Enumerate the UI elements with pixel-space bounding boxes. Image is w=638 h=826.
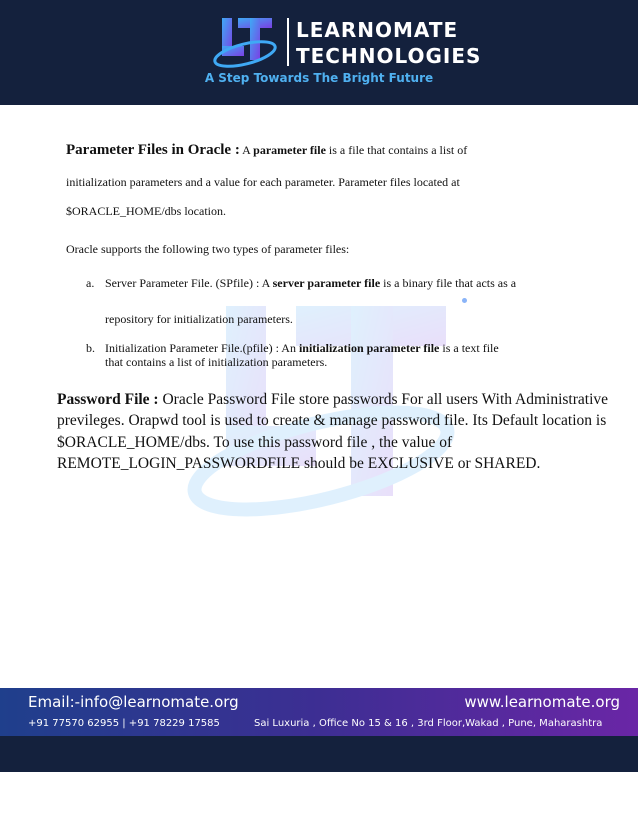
footer-email[interactable]: Email:-info@learnomate.org: [28, 693, 239, 711]
brand-name-line1: LEARNOMATE: [296, 18, 459, 42]
parameter-files-line3: $ORACLE_HOME/dbs location.: [66, 204, 226, 218]
text-span: is a file that contains a list of: [325, 143, 468, 157]
list-item-a: [105, 276, 516, 291]
bold-term: server parameter file: [272, 276, 381, 290]
bold-term: initialization parameter file: [298, 341, 440, 355]
text-span: Initialization Parameter File.(pfile) : An: [105, 341, 299, 355]
logo-divider: [287, 18, 289, 66]
tagline: A Step Towards The Bright Future: [204, 71, 434, 85]
brand-name-line2: TECHNOLOGIES: [296, 44, 482, 68]
decorative-dot: [462, 298, 467, 303]
password-file-text: Oracle Password File store passwords For all users With Administrative previleges. Orapwd tool is used to create & manage password file. Its Default location is $ORACLE_HOME/dbs. To use this password file , the value of REMOTE_LOGIN_PASSWORDFILE should be EXCLUSIVE or SHARED.: [57, 391, 609, 472]
list-item-b-marker: b.: [86, 341, 95, 355]
learnomate-logo-icon: [212, 14, 278, 72]
footer-address: Sai Luxuria , Office No 15 & 16 , 3rd Floor,Wakad , Pune, Maharashtra: [254, 718, 603, 729]
password-file-paragraph: [57, 389, 617, 474]
list-item-b-line2: that contains a list of initialization parameters.: [105, 355, 328, 369]
text-span: is a text file: [439, 341, 499, 355]
parameter-types-intro: Oracle supports the following two types of parameter files:: [66, 242, 350, 256]
list-item-b: [105, 341, 499, 356]
page-footer: [0, 688, 638, 736]
footer-band: [0, 736, 638, 772]
text-span: Server Parameter File. (SPfile) : A: [105, 276, 273, 290]
bold-term: parameter file: [253, 143, 326, 157]
footer-phones: +91 77570 62955 | +91 78229 17585: [28, 718, 220, 729]
list-item-a-marker: a.: [86, 276, 95, 290]
page-header: [0, 0, 638, 105]
footer-website[interactable]: www.learnomate.org: [464, 693, 620, 711]
text-span: is a binary file that acts as a: [380, 276, 517, 290]
parameter-files-heading: Parameter Files in Oracle :: [66, 142, 240, 158]
parameter-files-line2: initialization parameters and a value for each parameter. Parameter files located at: [66, 175, 460, 189]
text-span: A: [239, 143, 254, 157]
parameter-files-line1: [66, 142, 467, 159]
password-file-heading: Password File :: [57, 391, 159, 408]
list-item-a-line2: repository for initialization parameters.: [105, 312, 293, 326]
